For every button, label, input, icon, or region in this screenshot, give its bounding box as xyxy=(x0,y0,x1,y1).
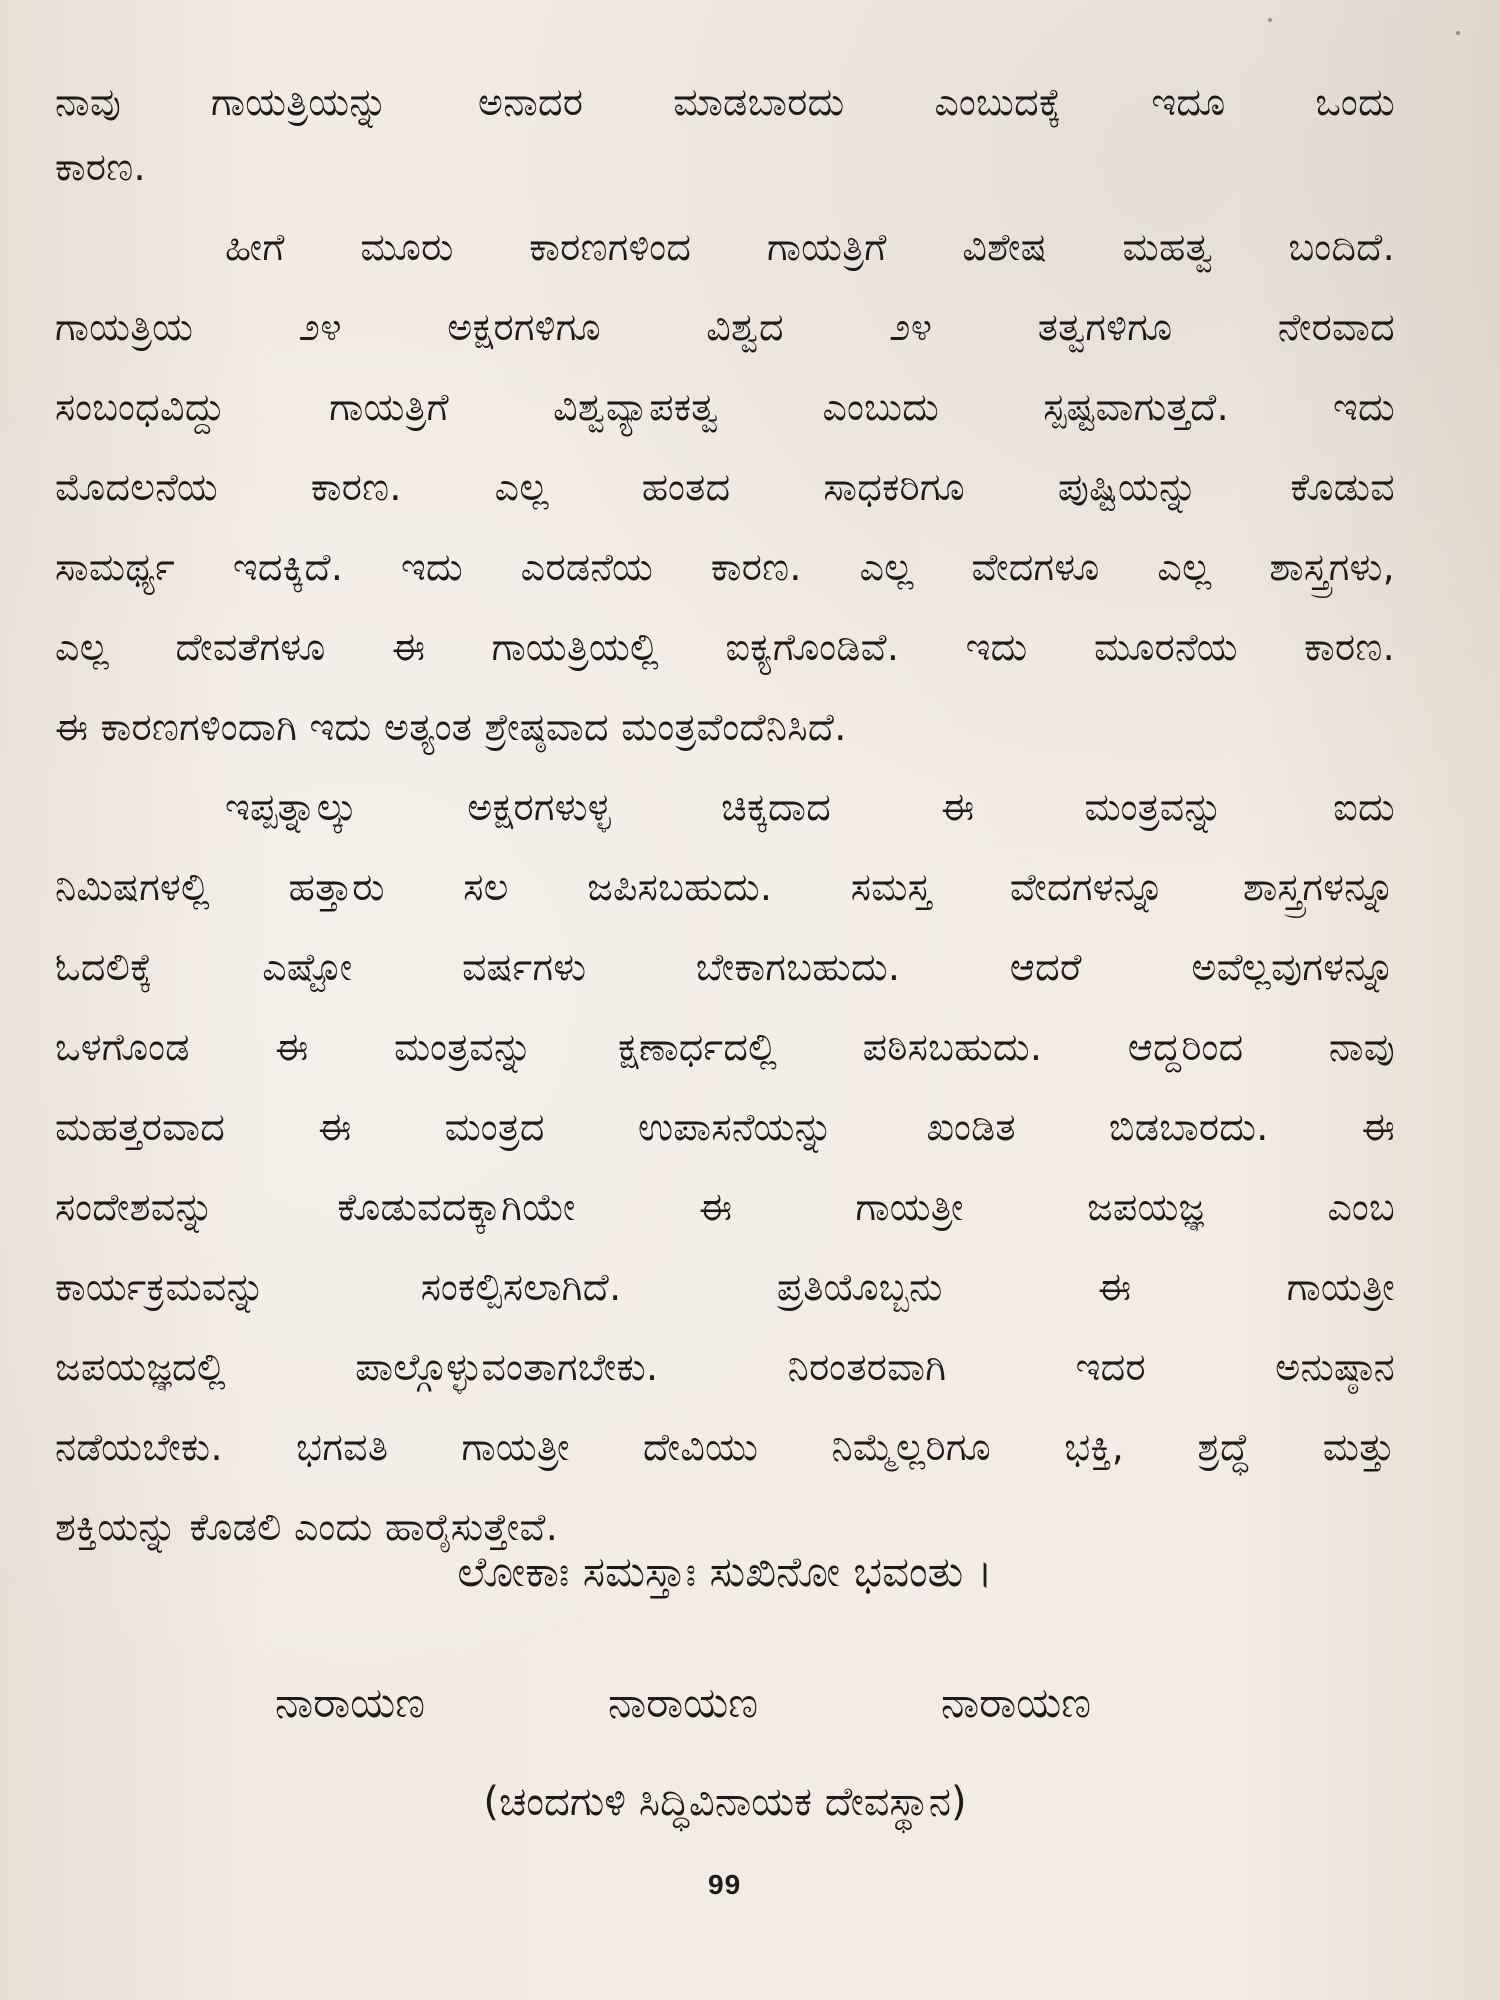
body-line-12: ಓದಲಿಕ್ಕೆ ಎಷ್ಟೋ ವರ್ಷಗಳು ಬೇಕಾಗಬಹುದು. ಆದರೆ ಅವೆಲ್ಲವುಗಳನ್ನೂ xyxy=(55,945,1395,989)
paper-speck xyxy=(1456,31,1460,35)
body-line-3: ಹೀಗೆ ಮೂರು ಕಾರಣಗಳಿಂದ ಗಾಯತ್ರಿಗೆ ವಿಶೇಷ ಮಹತ್ವ ಬಂದಿದೆ. xyxy=(225,225,1395,269)
body-line-16: ಕಾರ್ಯಕ್ರಮವನ್ನು ಸಂಕಲ್ಪಿಸಲಾಗಿದೆ. ಪ್ರತಿಯೊಬ್ಬನು ಈ ಗಾಯತ್ರೀ xyxy=(55,1265,1395,1309)
body-line-14: ಮಹತ್ತರವಾದ ಈ ಮಂತ್ರದ ಉಪಾಸನೆಯನ್ನು ಖಂಡಿತ ಬಿಡಬಾರದು. ಈ xyxy=(55,1105,1395,1149)
body-line-10: ಇಪ್ಪತ್ನಾಲ್ಕು ಅಕ್ಷರಗಳುಳ್ಳ ಚಿಕ್ಕದಾದ ಈ ಮಂತ್ರವನ್ನು ಐದು xyxy=(225,785,1395,829)
narayana-text-1: ನಾರಾಯಣ xyxy=(275,1678,425,1727)
body-line-1: ನಾವು ಗಾಯತ್ರಿಯನ್ನು ಅನಾದರ ಮಾಡಬಾರದು ಎಂಬುದಕ್ಕೆ ಇದೂ ಒಂದು xyxy=(55,80,1395,124)
body-line-6: ಮೊದಲನೆಯ ಕಾರಣ. ಎಲ್ಲ ಹಂತದ ಸಾಧಕರಿಗೂ ಪುಷ್ಟಿಯನ್ನು ಕೊಡುವ xyxy=(55,465,1395,509)
source-line: (ಚಂದಗುಳಿ ಸಿದ್ಧಿವಿನಾಯಕ ದೇವಸ್ಥಾನ) xyxy=(483,1779,967,1825)
narayana-row xyxy=(275,1678,1275,1738)
body-line-19: ಶಕ್ತಿಯನ್ನು ಕೊಡಲಿ ಎಂದು ಹಾರೈಸುತ್ತೇವೆ. xyxy=(55,1505,559,1549)
body-line-2: ಕಾರಣ. xyxy=(55,145,146,189)
body-line-18: ನಡೆಯಬೇಕು. ಭಗವತಿ ಗಾಯತ್ರೀ ದೇವಿಯು ನಿಮ್ಮೆಲ್ಲರಿಗೂ ಭಕ್ತಿ, ಶ್ರದ್ಧೆ ಮತ್ತು xyxy=(55,1425,1395,1469)
body-line-17: ಜಪಯಜ್ಞದಲ್ಲಿ ಪಾಲ್ಗೊಳ್ಳುವಂತಾಗಬೇಕು. ನಿರಂತರವಾಗಿ ಇದರ ಅನುಷ್ಠಾನ xyxy=(55,1345,1395,1389)
narayana-text-3: ನಾರಾಯಣ xyxy=(941,1678,1091,1727)
body-line-9: ಈ ಕಾರಣಗಳಿಂದಾಗಿ ಇದು ಅತ್ಯಂತ ಶ್ರೇಷ್ಠವಾದ ಮಂತ್ರವೆಂದೆನಿಸಿದೆ. xyxy=(55,705,847,749)
body-line-7: ಸಾಮರ್ಥ್ಯ ಇದಕ್ಕಿದೆ. ಇದು ಎರಡನೆಯ ಕಾರಣ. ಎಲ್ಲ ವೇದಗಳೂ ಎಲ್ಲ ಶಾಸ್ತ್ರಗಳು, xyxy=(55,545,1395,589)
narayana-text-2: ನಾರಾಯಣ xyxy=(608,1678,758,1727)
body-line-15: ಸಂದೇಶವನ್ನು ಕೊಡುವದಕ್ಕಾಗಿಯೇ ಈ ಗಾಯತ್ರೀ ಜಪಯಜ್ಞ ಎಂಬ xyxy=(55,1185,1395,1229)
body-line-4: ಗಾಯತ್ರಿಯ ೨೪ ಅಕ್ಷರಗಳಿಗೂ ವಿಶ್ವದ ೨೪ ತತ್ವಗಳಿಗೂ ನೇರವಾದ xyxy=(55,305,1395,349)
body-line-11: ನಿಮಿಷಗಳಲ್ಲಿ ಹತ್ತಾರು ಸಲ ಜಪಿಸಬಹುದು. ಸಮಸ್ತ ವೇದಗಳನ್ನೂ ಶಾಸ್ತ್ರಗಳನ್ನೂ xyxy=(55,865,1395,909)
body-line-5: ಸಂಬಂಧವಿದ್ದು ಗಾಯತ್ರಿಗೆ ವಿಶ್ವವ್ಯಾಪಕತ್ವ ಎಂಬುದು ಸ್ಪಷ್ಟವಾಗುತ್ತದೆ. ಇದು xyxy=(55,385,1395,429)
closing-invocation: ಲೋಕಾಃ ಸಮಸ್ತಾಃ ಸುಖಿನೋ ಭವಂತು । xyxy=(457,1547,993,1596)
body-line-13: ಒಳಗೊಂಡ ಈ ಮಂತ್ರವನ್ನು ಕ್ಷಣಾರ್ಧದಲ್ಲಿ ಪಠಿಸಬಹುದು. ಆದ್ದರಿಂದ ನಾವು xyxy=(55,1025,1395,1069)
body-line-8: ಎಲ್ಲ ದೇವತೆಗಳೂ ಈ ಗಾಯತ್ರಿಯಲ್ಲಿ ಐಕ್ಯಗೊಂಡಿವೆ. ಇದು ಮೂರನೆಯ ಕಾರಣ. xyxy=(55,625,1395,669)
paper-speck xyxy=(1268,18,1272,22)
page-number: 99 xyxy=(708,1869,742,1900)
